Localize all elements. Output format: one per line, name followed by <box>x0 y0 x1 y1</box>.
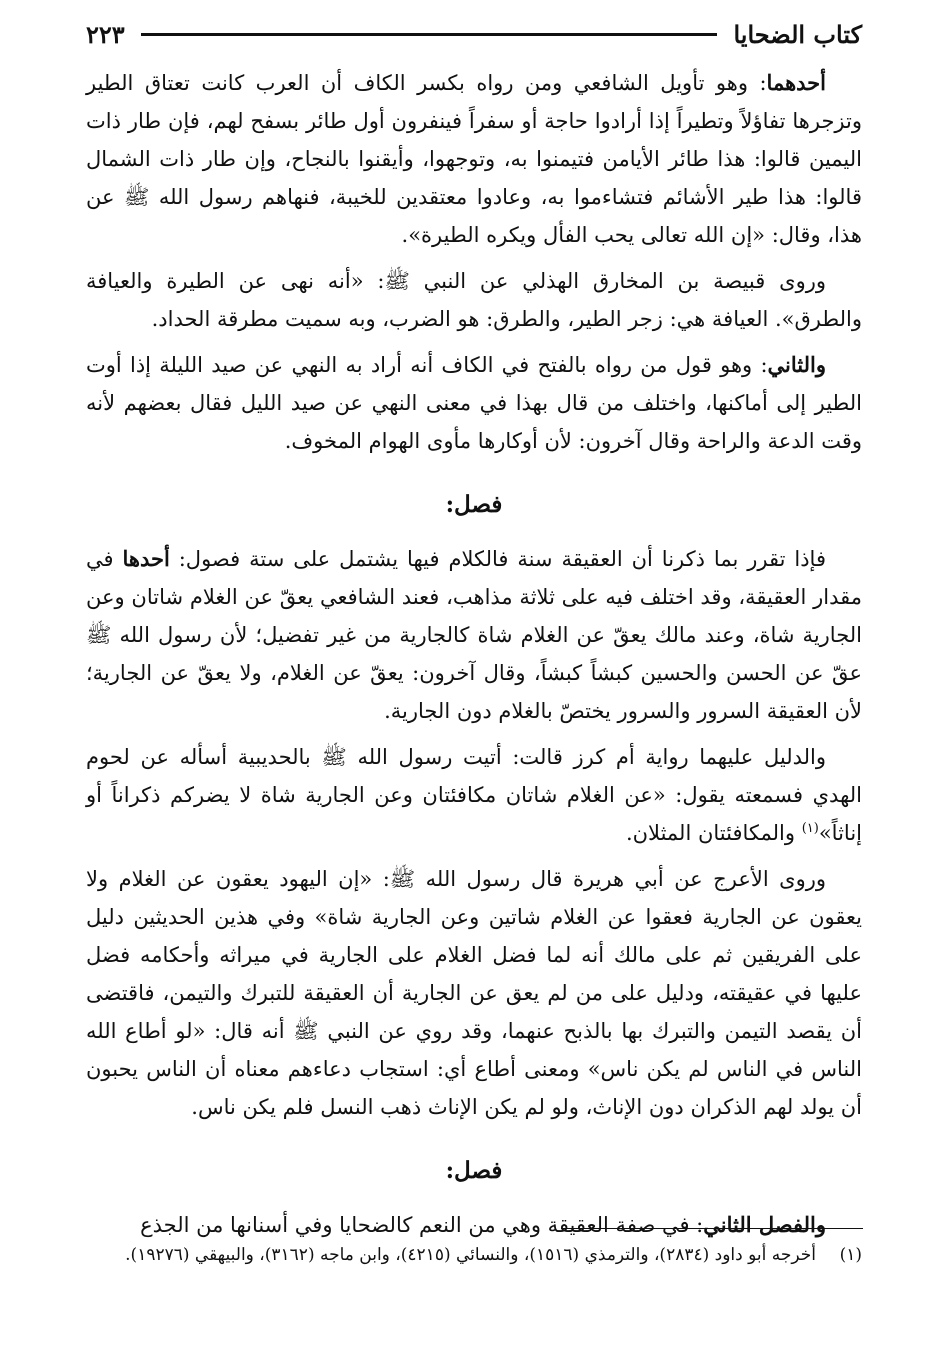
paragraph-text: والدليل عليهما رواية أم كرز قالت: أتيت رسول الله ﷺ بالحديبية أسأله عن لحوم الهدي فسمعته يقول: «عن الغلام شاتان مكافئتان وعن الجارية شاة لا يضركم ذكراناً أو إناثاً» <box>86 745 862 845</box>
paragraph-text: : وهو تأويل الشافعي ومن رواه بكسر الكاف أن العرب كانت تعتاق الطير وتزجرها تفاؤلاً وتطيراً إذا أرادوا حاجة أو سفراً فينفرون أول طائر بسفح لهم، فإن طار ذات اليمين قالوا: هذا طائر الأيامن فتيمنوا به، وتوجهوا، وأيقنوا بالنجاح، وإن طار ذات الشمال قالوا: هذا طير الأشائم فتشاءموا به، وعادوا معتقدين للخيبة، فنهاهم رسول الله ﷺ عن هذا، وقال: «إن الله تعالى يحب الفأل ويكره الطيرة». <box>86 71 862 247</box>
paragraph-text: في مقدار العقيقة، وقد اختلف فيه على ثلاثة مذاهب، فعند الشافعي يعقّ عن الغلام شاتان وعن الجارية شاة، وعند مالك يعقّ عن الغلام شاة كالجارية من غير تفضيل؛ لأن رسول الله ﷺ عقّ عن الحسن والحسين كبشاً كبشاً، وقال آخرون: يعقّ عن الغلام، ولا يعقّ عن الجارية؛ لأن العقيقة السرور والسرور يختصّ بالغلام دون الجارية. <box>86 547 862 723</box>
paragraph-text: : وهو قول من رواه بالفتح في الكاف أنه أراد به النهي عن صيد الليلة إذا أوت الطير إلى أماكنها، واختلف من قال بهذا في معنى النهي عن صيد الليل فقال بعضهم لأنه وقت الدعة والراحة وقال آخرون: لأن أوكارها مأوى الهوام المخوف. <box>86 353 862 453</box>
footnote-reference[interactable]: (١) <box>801 821 819 836</box>
paragraph-text: : في صفة العقيقة وهي من النعم كالضحايا وفي أسنانها من الجذع <box>140 1213 704 1237</box>
footnote-divider <box>561 1228 863 1229</box>
page-body <box>86 64 862 1252</box>
section-heading: فصل: <box>445 491 503 518</box>
footnote-mark: (١) <box>839 1245 862 1265</box>
paragraph-lead: والثاني <box>767 352 826 377</box>
paragraph <box>86 540 862 730</box>
paragraph <box>86 1206 862 1244</box>
paragraph <box>86 262 862 338</box>
paragraph <box>86 860 862 1126</box>
header-rule <box>141 33 718 36</box>
paragraph <box>86 346 862 460</box>
paragraph-text: وروى الأعرج عن أبي هريرة قال رسول الله ﷺ: «إن اليهود يعقون عن الغلام ولا يعقون عن الجارية فعقوا عن الغلام شاتين وعن الجارية شاة» وفي هذين الحديثين دليل على الفريقين ثم على مالك أنه لما فضل الغلام على الجارية في ميراثه وأحكامه فضل عليها في عقيقته، ودليل على من لم يعق عن الجارية أن العقيقة للتبرك والتيمن، فاقتضى أن يقصد التيمن والتبرك بها بالذبح عنهما، وقد روي عن النبي ﷺ أنه قال: «لو أطاع الله الناس في الناس لم يكن ناس» ومعنى أطاع أي: استجاب دعاءهم معناه أن الناس يحبون أن يولد لهم الذكران دون الإناث، ولو لم يكن الإناث ذهب النسل فلم يكن ناس. <box>86 867 862 1119</box>
footnote <box>86 1240 862 1270</box>
paragraph <box>86 738 862 852</box>
footnote-text: أخرجه أبو داود (٢٨٣٤)، والترمذي (١٥١٦)، والنسائي (٤٢١٥)، وابن ماجه (٣١٦٢)، والبيهقي (١٩٢٧٦). <box>125 1245 816 1265</box>
paragraph-lead: والفصل الثاني <box>703 1212 826 1237</box>
book-title: كتاب الضحايا <box>733 19 862 49</box>
page-number: ٢٢٣ <box>86 19 125 49</box>
paragraph-lead: أحدهما <box>766 70 826 95</box>
section-heading: فصل: <box>445 1157 503 1184</box>
paragraph-text: والمكافئتان المثلان. <box>625 821 802 845</box>
paragraph <box>86 64 862 254</box>
page-header <box>86 14 862 54</box>
paragraph-bold: أحدها <box>122 546 170 571</box>
paragraph-text: وروى قبيصة بن المخارق الهذلي عن النبي ﷺ: «أنه نهى عن الطيرة والعيافة والطرق». العيافة هي: زجر الطير، والطرق: هو الضرب، وبه سميت مطرقة الحداد. <box>86 269 862 331</box>
paragraph-text: فإذا تقرر بما ذكرنا أن العقيقة سنة فالكلام فيها يشتمل على ستة فصول: <box>169 547 826 571</box>
